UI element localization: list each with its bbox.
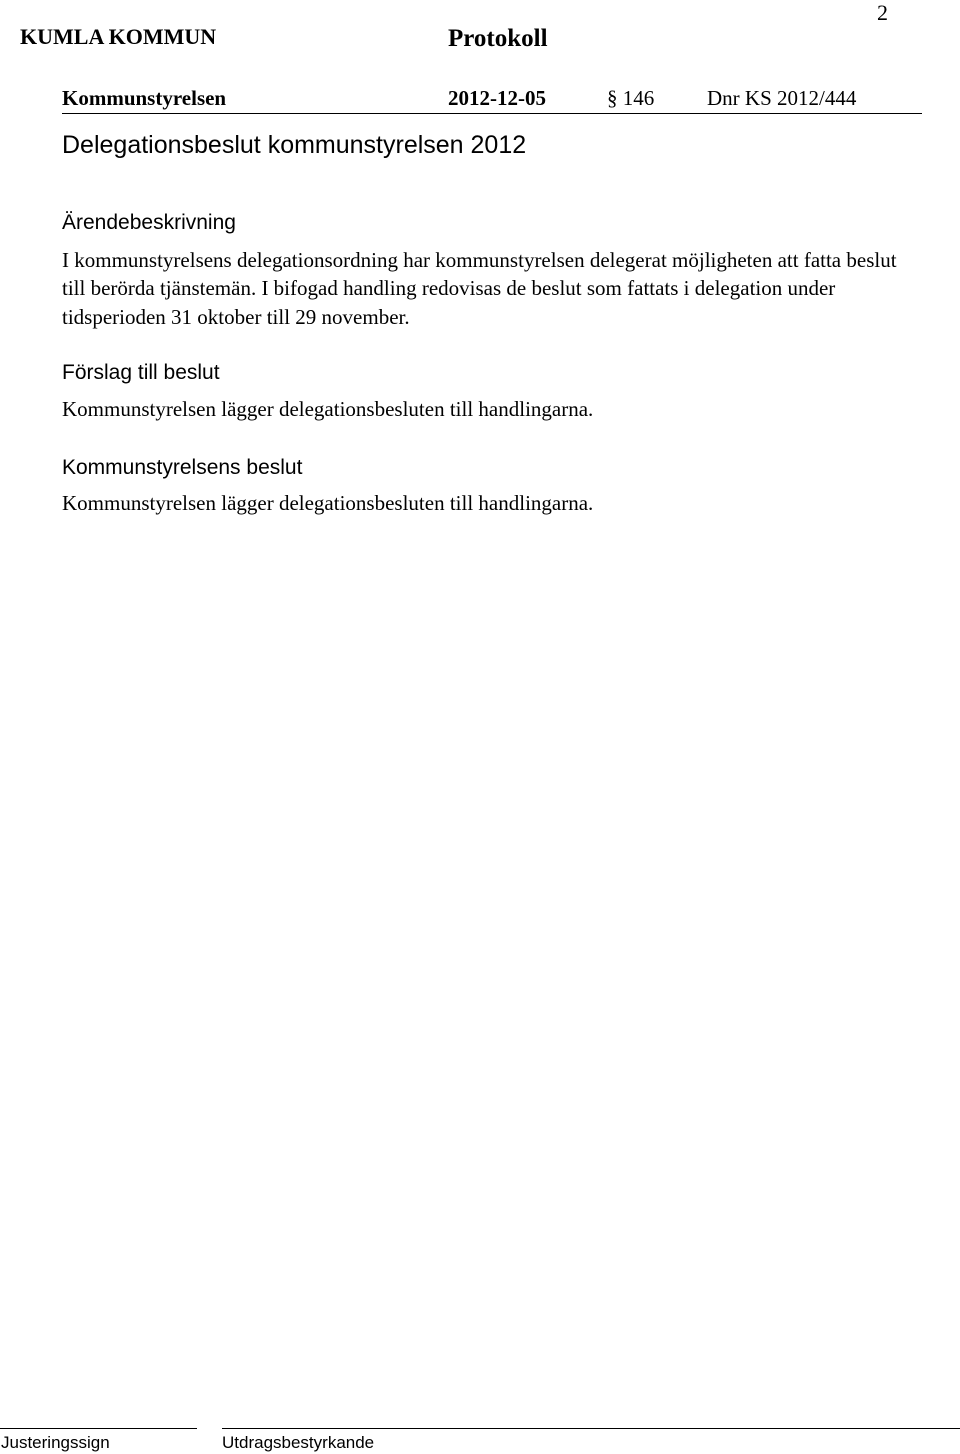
header-divider: [62, 113, 922, 114]
organization-name: KUMLA KOMMUN: [20, 24, 217, 49]
registration-number: Dnr KS 2012/444: [707, 86, 857, 110]
section-heading-proposal: Förslag till beslut: [62, 361, 220, 384]
section-heading-description: Ärendebeskrivning: [62, 211, 236, 234]
footer-line-utdrag: [222, 1428, 960, 1429]
section-number: § 146: [607, 86, 655, 110]
committee-name: Kommunstyrelsen: [62, 86, 227, 110]
section-heading-decision: Kommunstyrelsens beslut: [62, 456, 303, 479]
page-title: Delegationsbeslut kommunstyrelsen 2012: [62, 131, 527, 159]
page-number: 2: [877, 0, 888, 25]
footer-label-justering: Justeringssign: [1, 1433, 110, 1452]
meeting-date: 2012-12-05: [448, 86, 546, 110]
section-text-decision: Kommunstyrelsen lägger delegationsbesluten till handlingarna.: [62, 491, 594, 515]
footer-label-utdrag: Utdragsbestyrkande: [222, 1433, 375, 1452]
document-type: Protokoll: [448, 25, 548, 52]
section-text-proposal: Kommunstyrelsen lägger delegationsbesluten till handlingarna.: [62, 397, 594, 421]
footer-line-justering: [0, 1428, 197, 1429]
section-text-description: I kommunstyrelsens delegationsordning har kommunstyrelsen delegerat möjligheten att fatta beslut till berörda tjänstemän. I bifogad handling redovisas de beslut som fattats i delegation under tidsperioden 31 oktober till 29 november.: [62, 248, 897, 329]
